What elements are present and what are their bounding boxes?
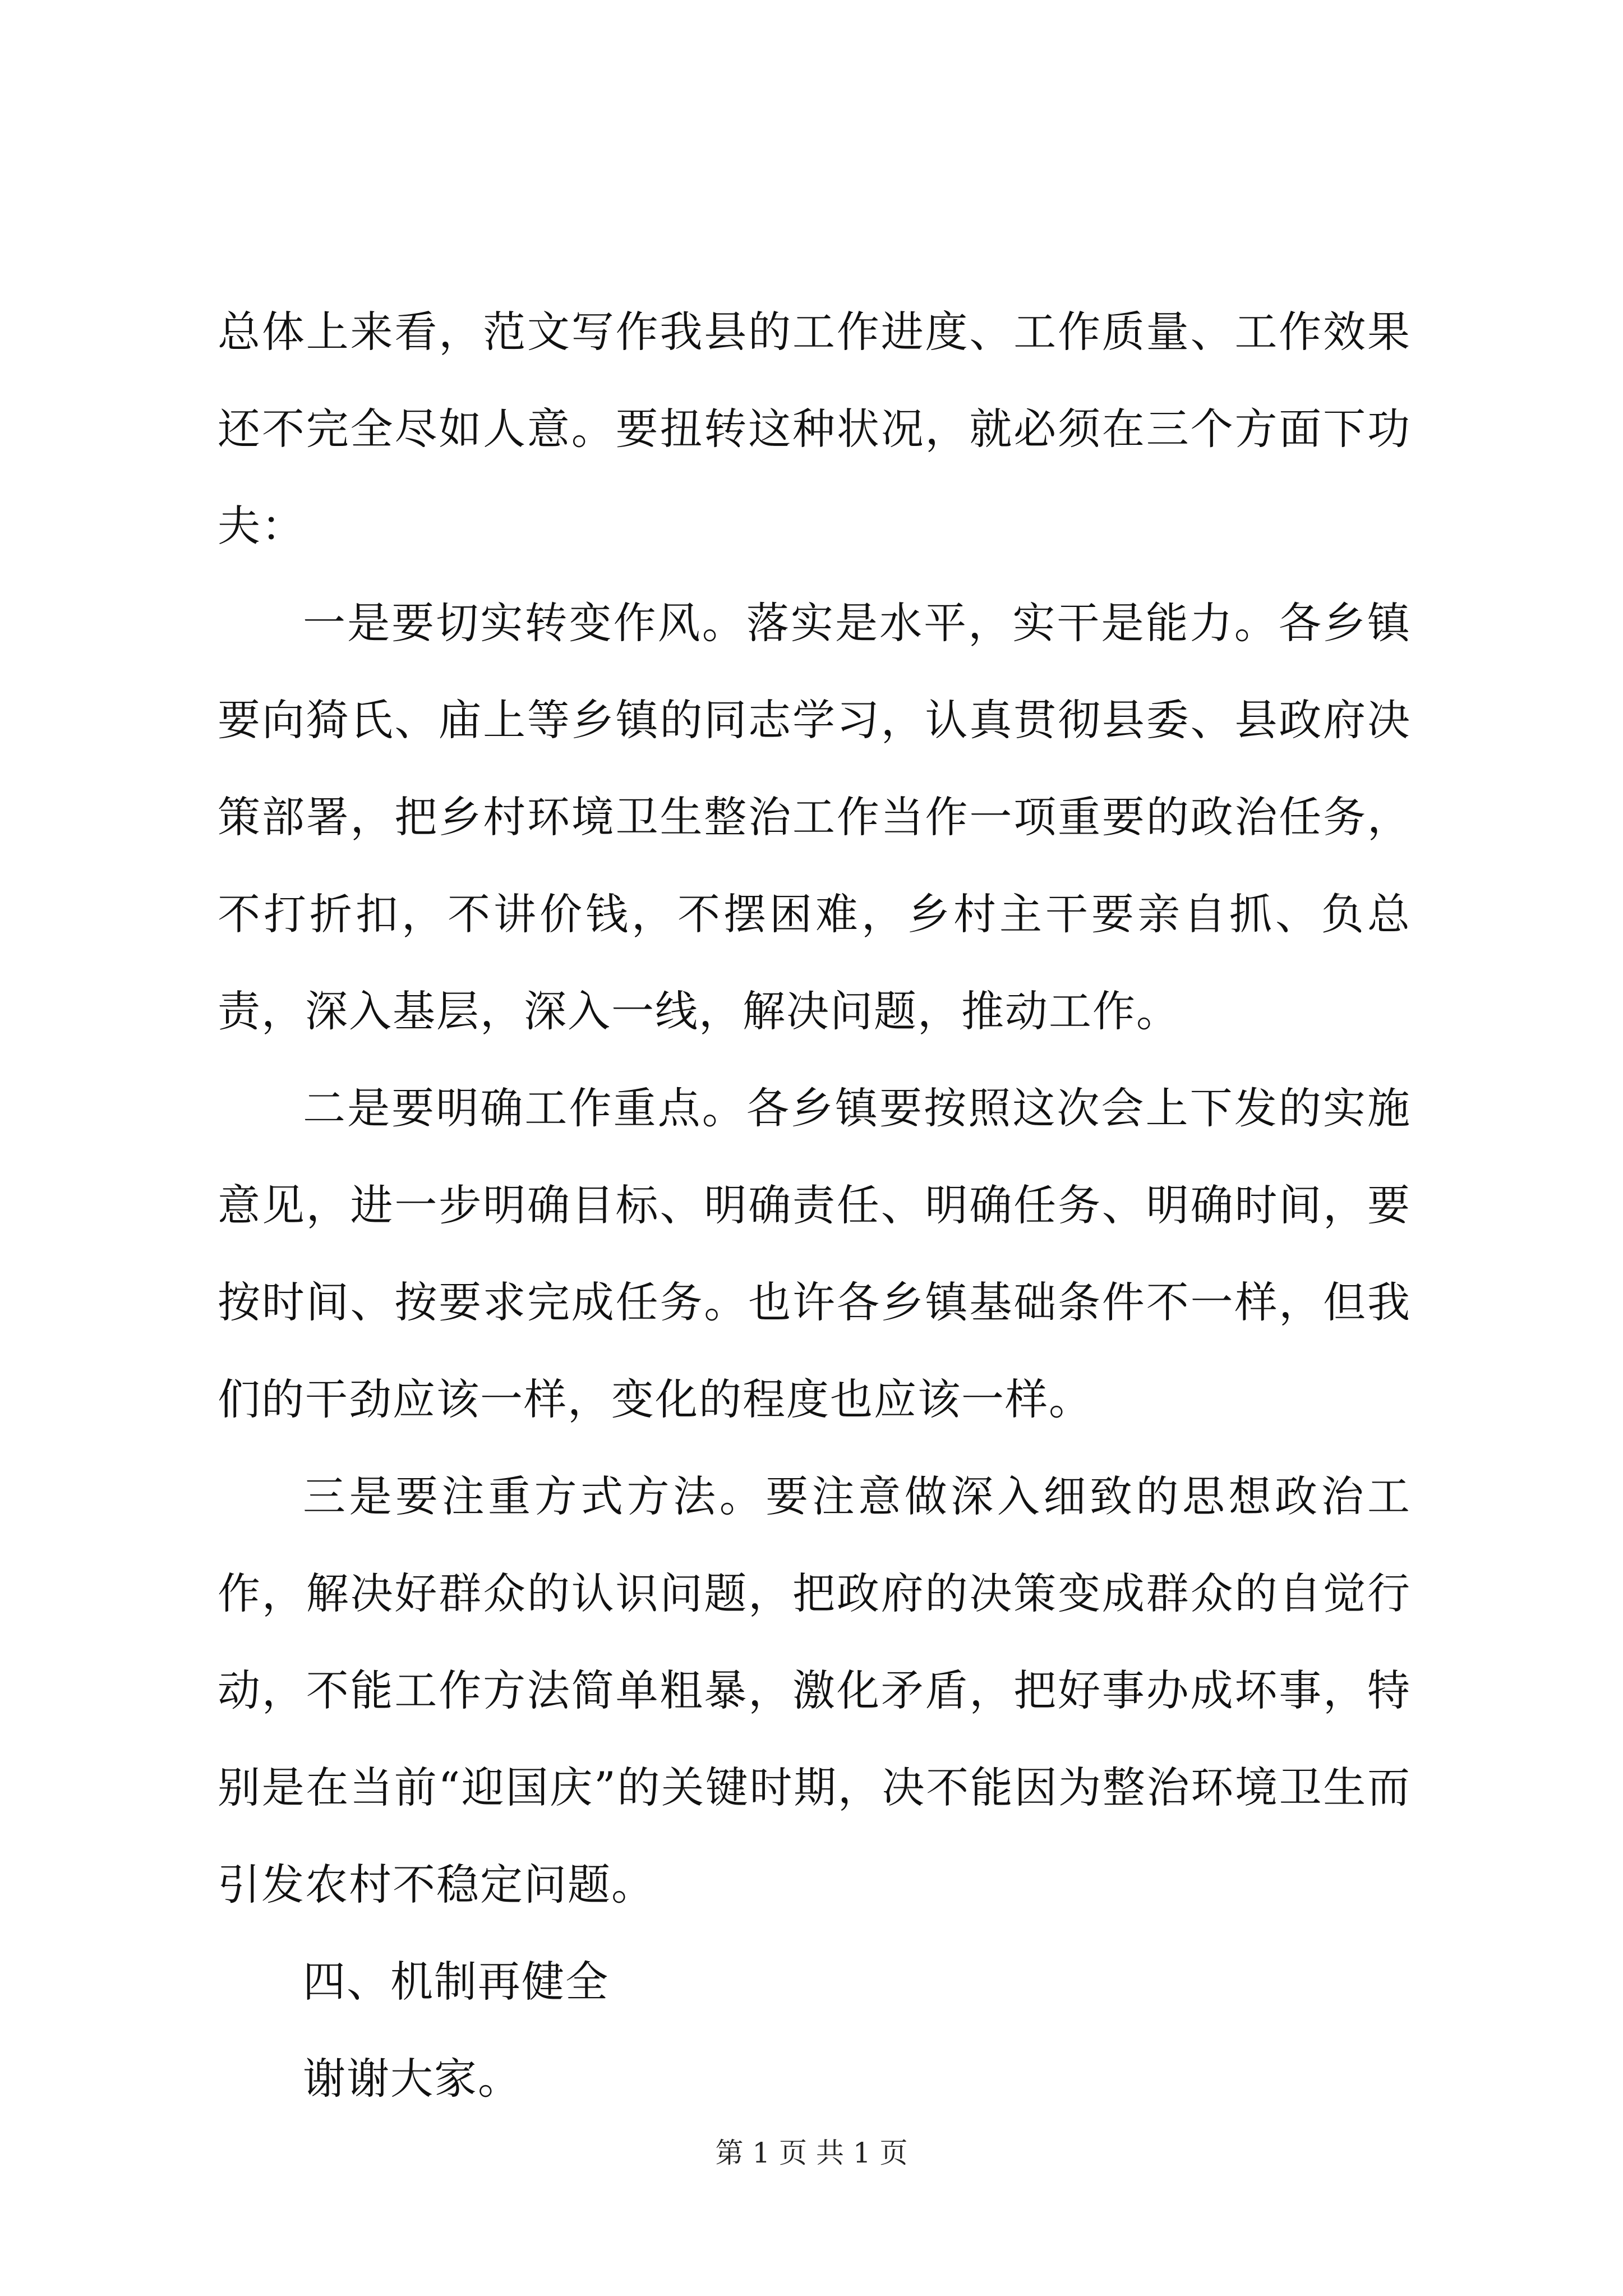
paragraph-summary: 总体上来看，范文写作我县的工作进度、工作质量、工作效果还不完全尽如人意。要扭转这种状况，就必须在三个方面下功夫： (218, 307, 1411, 551)
document-body (218, 283, 1411, 2127)
closing-line: 谢谢大家。 (303, 2054, 522, 2104)
paragraph-point-two: 二是要明确工作重点。各乡镇要按照这次会上下发的实施意见，进一步明确目标、明确责任、明确任务、明确时间，要按时间、按要求完成任务。也许各乡镇基础条件不一样，但我们的干劲应该一样，变化的程度也应该一样。 (218, 1083, 1411, 1424)
paragraph-point-one: 一是要切实转变作风。落实是水平，实干是能力。各乡镇要向猗氏、庙上等乡镇的同志学习，认真贯彻县委、县政府决策部署，把乡村环境卫生整治工作当作一项重要的政治任务，不打折扣，不讲价钱，不摆困难，乡村主干要亲自抓、负总责，深入基层，深入一线，解决问题，推动工作。 (218, 598, 1411, 1036)
page-footer: 第 1 页 共 1 页 (715, 2137, 908, 2169)
paragraph-point-three: 三是要注重方式方法。要注意做深入细致的思想政治工作，解决好群众的认识问题，把政府的决策变成群众的自觉行动，不能工作方法简单粗暴，激化矛盾，把好事办成坏事，特别是在当前“迎国庆”的关键时期，决不能因为整治环境卫生而引发农村不稳定问题。 (218, 1471, 1411, 1910)
section-heading: 四、机制再健全 (303, 1957, 609, 2007)
